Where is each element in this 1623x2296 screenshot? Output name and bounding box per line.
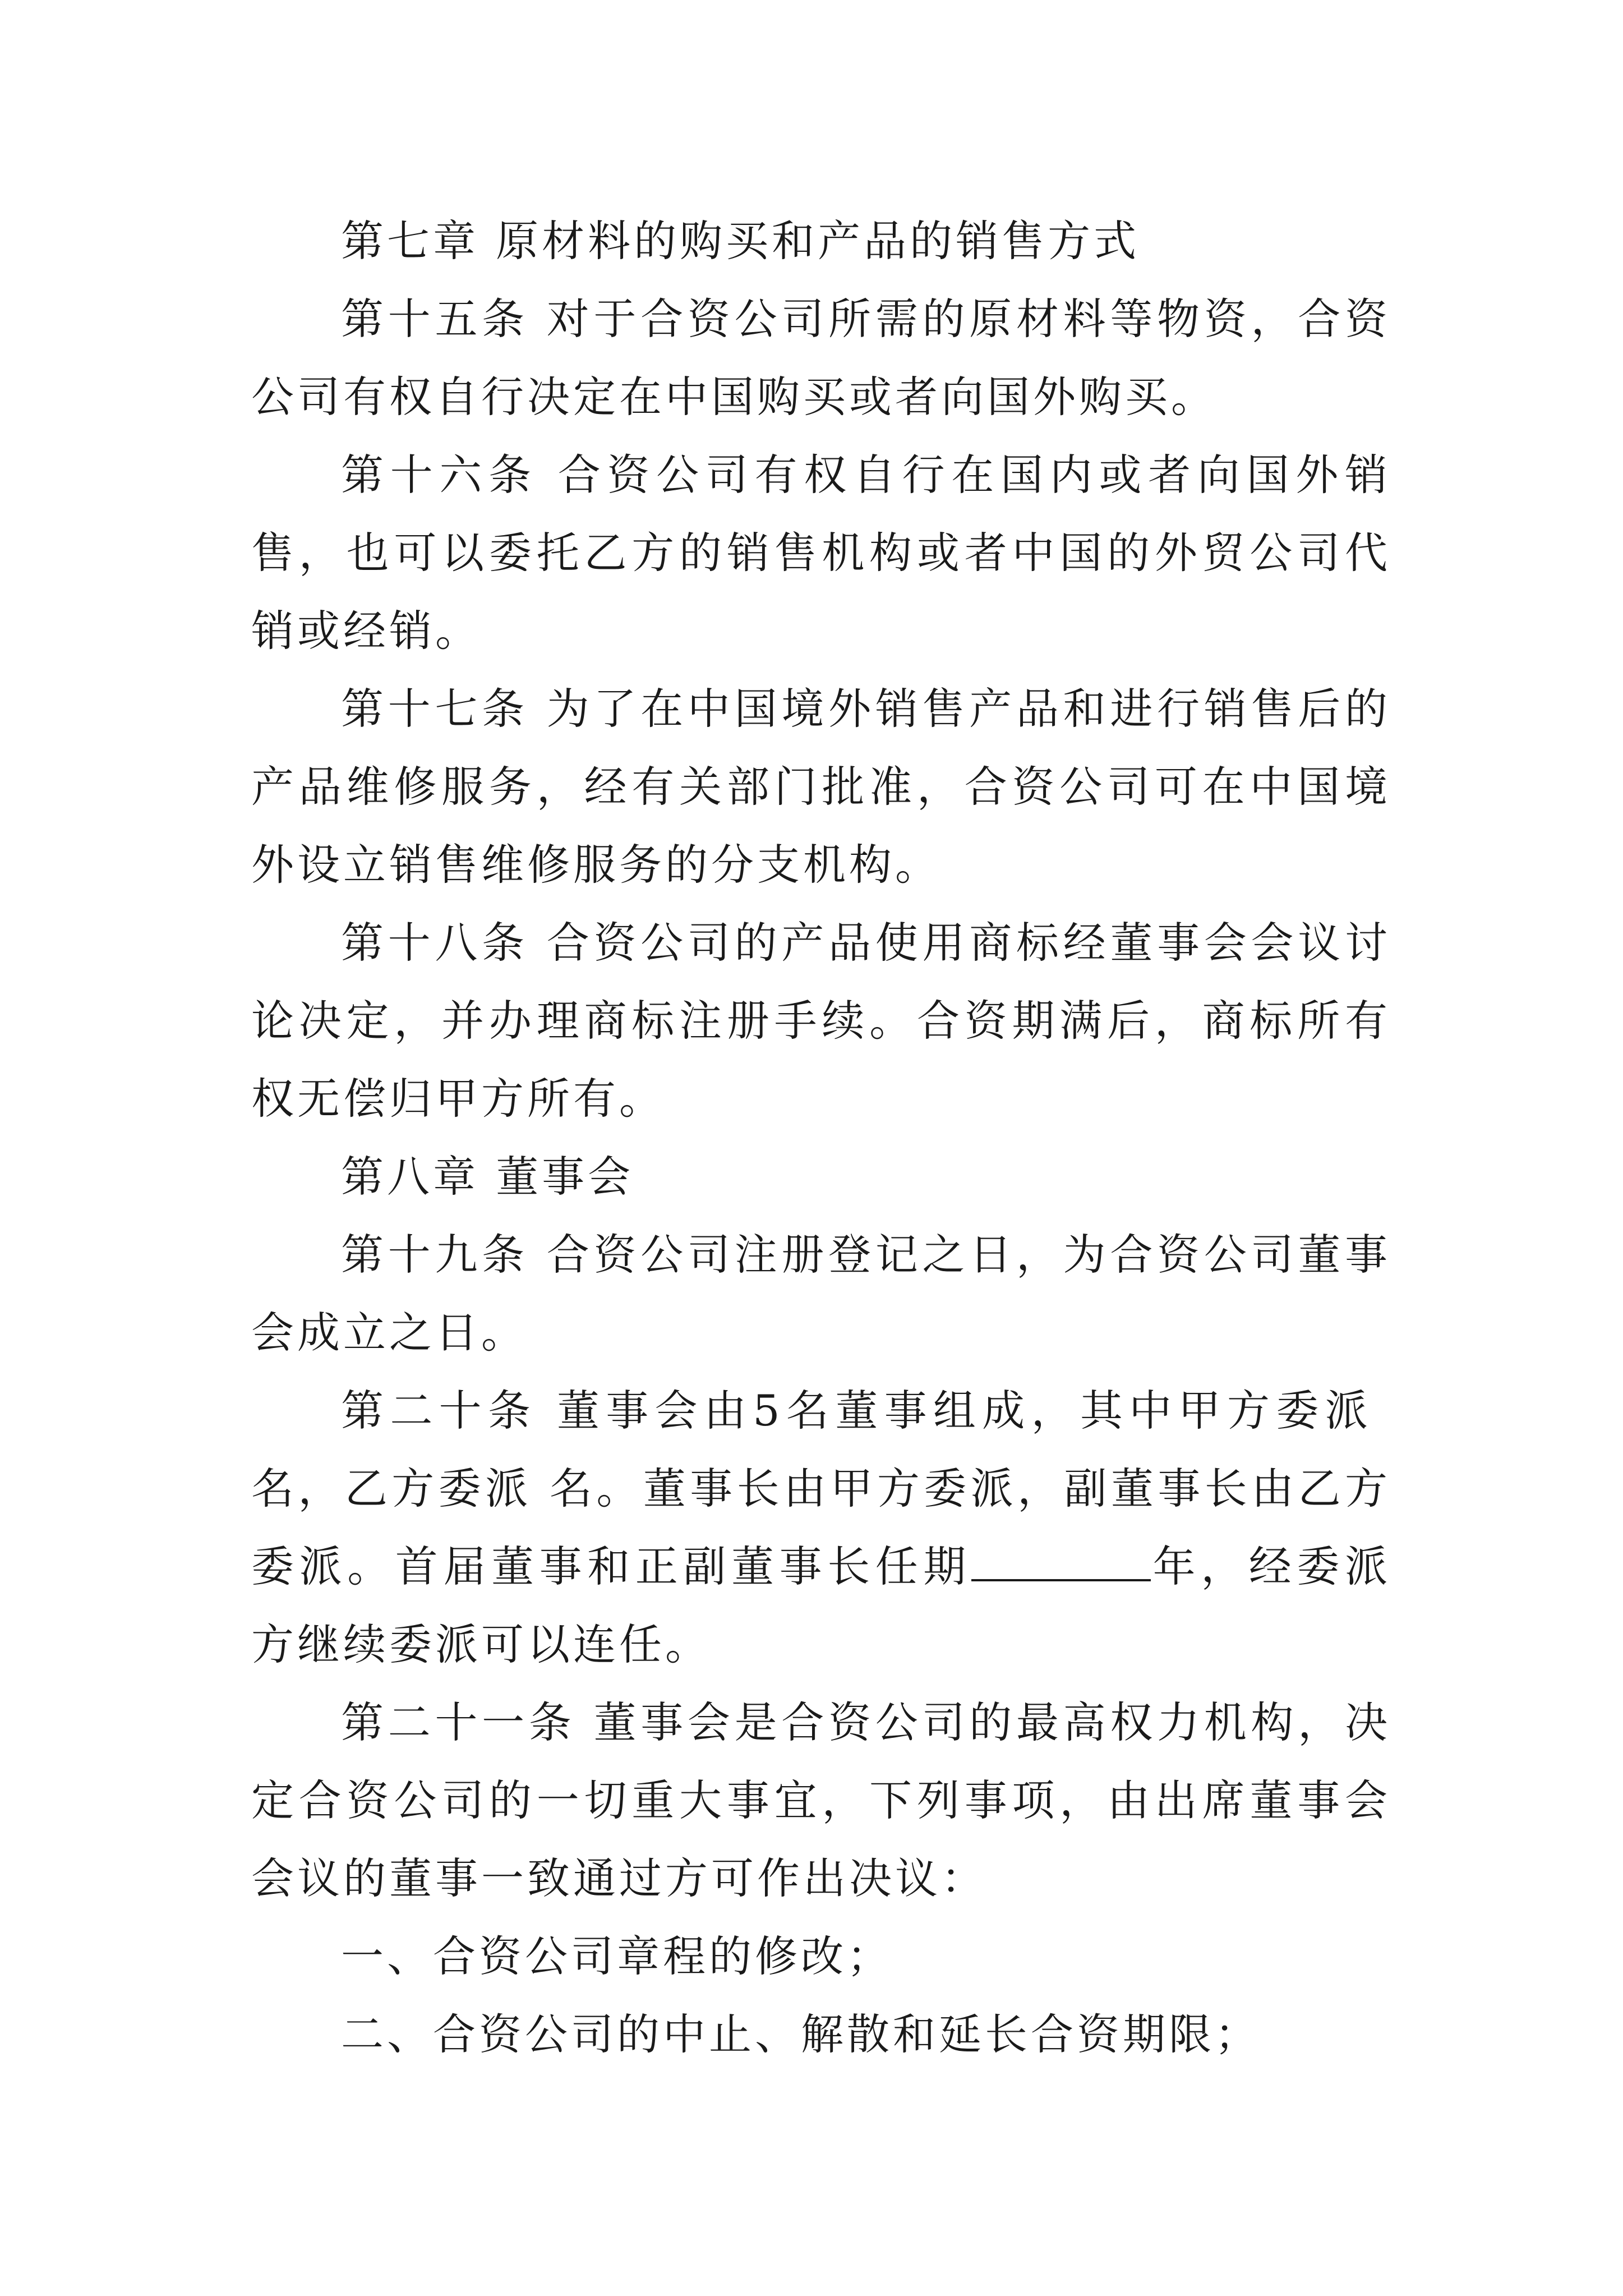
article-20-part-4: 年，经委派方继续委派可以连任。	[251, 1542, 1391, 1669]
document-body	[251, 202, 1391, 2073]
article-21-item-2: 二、合资公司的中止、解散和延长合资期限；	[341, 2009, 1261, 2059]
article-20-part-3: 名。董事长由甲方委派，副董事长由乙方委派。首届董事和正副董事长任期	[251, 1464, 1391, 1591]
term-years-blank	[971, 1540, 1151, 1581]
article-16: 第十六条 合资公司有权自行在国内或者向国外销售，也可以委托乙方的销售机构或者中国的外贸公司代销或经销。	[251, 450, 1391, 656]
article-20-part-2: 名，乙方委派	[251, 1464, 532, 1513]
article-20-part-1: 第二十条 董事会由5名董事组成，其中甲方委派	[341, 1386, 1374, 1435]
article-18: 第十八条 合资公司的产品使用商标经董事会会议讨论决定，并办理商标注册手续。合资期满后，商标所有权无偿归甲方所有。	[251, 918, 1391, 1124]
article-21: 第二十一条 董事会是合资公司的最高权力机构，决定合资公司的一切重大事宜，下列事项，由出席董事会会议的董事一致通过方可作出决议：	[251, 1697, 1391, 1903]
article-19: 第十九条 合资公司注册登记之日，为合资公司董事会成立之日。	[251, 1230, 1391, 1358]
article-20	[251, 1372, 1391, 1683]
article-17: 第十七条 为了在中国境外销售产品和进行销售后的产品维修服务，经有关部门批准，合资公司可在中国境外设立销售维修服务的分支机构。	[251, 684, 1391, 890]
article-21-item-1: 一、合资公司章程的修改；	[341, 1931, 893, 1981]
chapter-7-heading: 第七章 原材料的购买和产品的销售方式	[341, 216, 1140, 266]
article-15: 第十五条 对于合资公司所需的原材料等物资，合资公司有权自行决定在中国购买或者向国外购买。	[251, 294, 1391, 422]
chapter-8-heading: 第八章 董事会	[341, 1152, 634, 1202]
